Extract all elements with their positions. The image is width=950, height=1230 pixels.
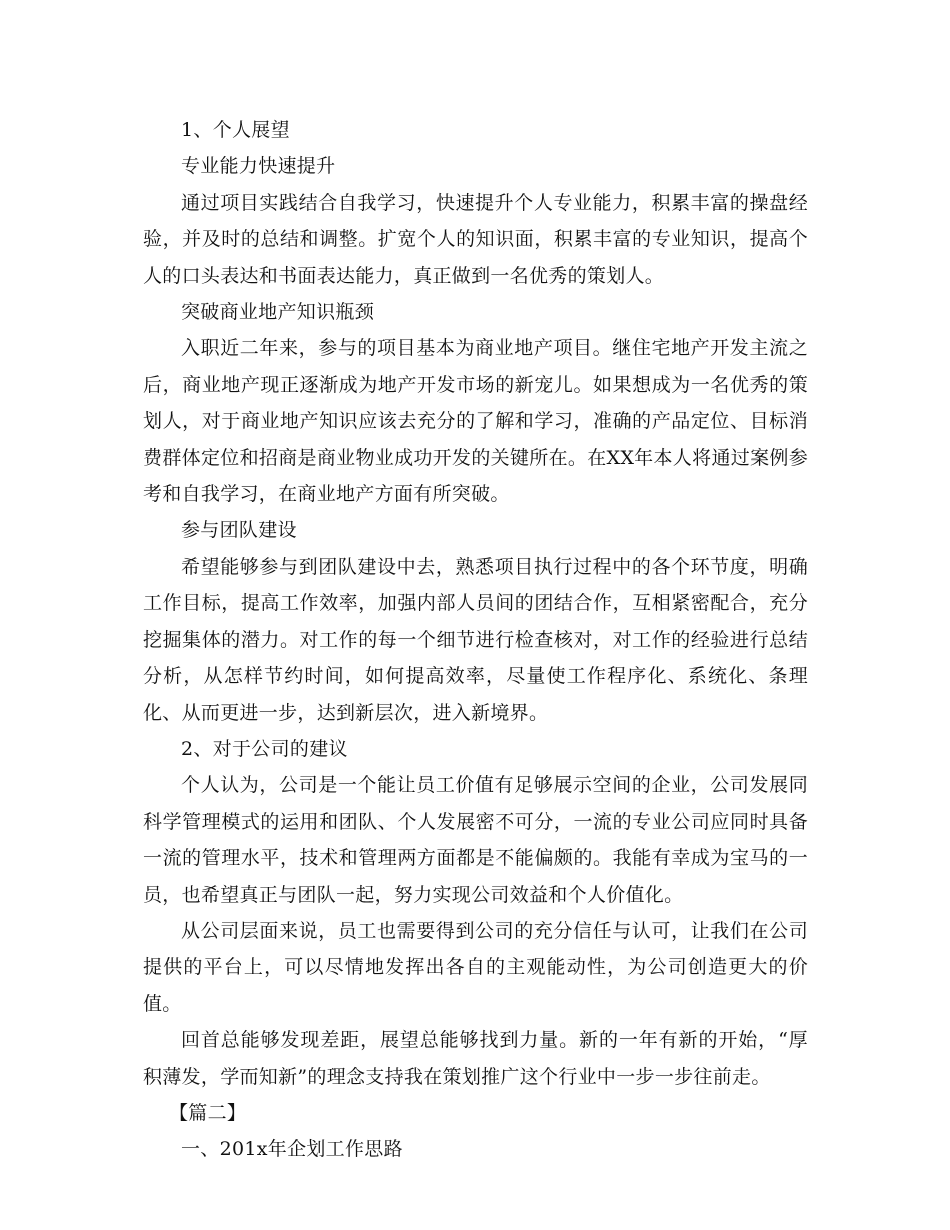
- paragraph-closing: 回首总能够发现差距，展望总能够找到力量。新的一年有新的开始，“厚积薄发，学而知新”的理念支持我在策划推广这个行业中一步一步往前走。: [143, 1029, 808, 1088]
- paragraph-company-suggestions-2: 从公司层面来说，员工也需要得到公司的充分信任与认可，让我们在公司提供的平台上，可以尽情地发挥出各自的主观能动性，为公司创造更大的价值。: [143, 919, 808, 1015]
- paragraph-team-building: 希望能够参与到团队建设中去，熟悉项目执行过程中的各个环节度，明确工作目标，提高工作效率，加强内部人员间的团结合作，互相紧密配合，充分挖掘集体的潜力。对工作的每一个细节进行检查核对，对工作的经验进行总结分析，从怎样节约时间，如何提高效率，尽量使工作程序化、系统化、条理化、从而更进一步，达到新层次，进入新境界。: [143, 555, 808, 724]
- section-heading-company-suggestions: 2、对于公司的建议: [181, 737, 348, 760]
- paragraph-commercial-real-estate: 入职近二年来，参与的项目基本为商业地产项目。继住宅地产开发主流之后，商业地产现正逐渐成为地产开发市场的新宠儿。如果想成为一名优秀的策划人，对于商业地产知识应该去充分的了解和学习，准确的产品定位、目标消费群体定位和招商是商业物业成功开发的关键所在。在XX年本人将通过案例参考和自我学习，在商业地产方面有所突破。: [143, 337, 808, 506]
- section-tag-part-two: 【篇二】: [169, 1101, 247, 1124]
- section-heading-personal-outlook: 1、个人展望: [181, 119, 290, 141]
- paragraph-company-suggestions-1: 个人认为，公司是一个能让员工价值有足够展示空间的企业，公司发展同科学管理模式的运用和团队、个人发展密不可分，一流的专业公司应同时具备一流的管理水平，技术和管理两方面都是不能偏颇的。我能有幸成为宝马的一员，也希望真正与团队一起，努力实现公司效益和个人价值化。: [143, 774, 808, 906]
- subheading-commercial-real-estate: 突破商业地产知识瓶颈: [181, 301, 375, 324]
- subheading-professional-skills: 专业能力快速提升: [181, 155, 336, 178]
- paragraph-professional-skills: 通过项目实践结合自我学习，快速提升个人专业能力，积累丰富的操盘经验，并及时的总结和调整。扩宽个人的知识面，积累丰富的专业知识，提高个人的口头表达和书面表达能力，真正做到一名优秀的策划人。: [143, 191, 808, 287]
- subheading-team-building: 参与团队建设: [181, 519, 297, 542]
- document-body: [143, 112, 808, 1168]
- section-heading-work-plan: 一、201x年企划工作思路: [181, 1138, 403, 1161]
